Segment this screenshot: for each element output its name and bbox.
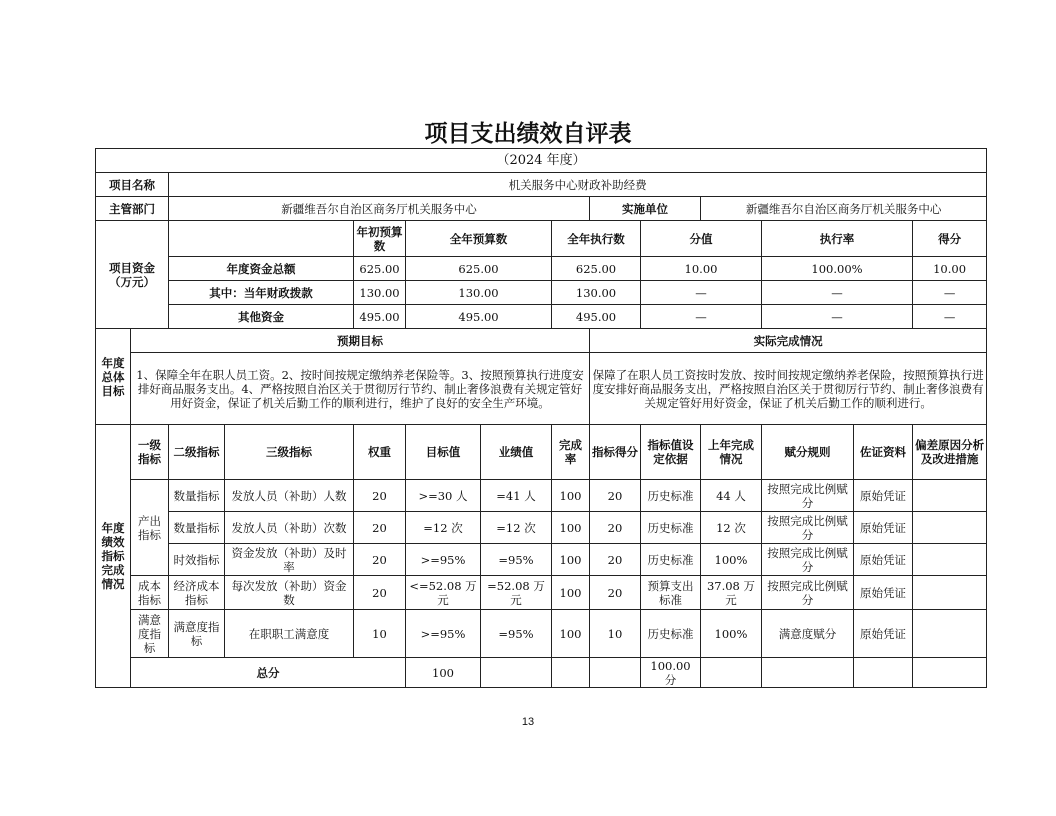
- last-year-cell: 100%: [701, 610, 762, 658]
- weight-cell: 20: [354, 544, 406, 576]
- funds-cell: 10.00: [913, 257, 987, 281]
- basis-cell: 历史标准: [641, 480, 701, 512]
- score-cell: 20: [590, 512, 641, 544]
- level2-indicator: 数量指标: [169, 480, 225, 512]
- indicator-header: 上年完成情况: [701, 425, 762, 480]
- target-cell: >=95%: [406, 544, 481, 576]
- table-row: [96, 480, 987, 512]
- level3-indicator: 在职职工满意度: [225, 610, 354, 658]
- proof-cell: 原始凭证: [854, 480, 913, 512]
- funds-row-name: 其中：当年财政拨款: [169, 281, 354, 305]
- total-label: 总分: [131, 658, 406, 688]
- proof-cell: 原始凭证: [854, 576, 913, 610]
- table-row: [96, 512, 987, 544]
- funds-cell: —: [641, 305, 762, 329]
- weight-cell: 10: [354, 610, 406, 658]
- project-name-label: 项目名称: [96, 173, 169, 197]
- indicator-section-label: 年度绩效指标完成情况: [96, 425, 131, 688]
- proof-cell: 原始凭证: [854, 544, 913, 576]
- indicator-header: 指标值设定依据: [641, 425, 701, 480]
- funds-cell: 130.00: [552, 281, 641, 305]
- dept-label: 主管部门: [96, 197, 169, 221]
- proof-cell: 原始凭证: [854, 512, 913, 544]
- funds-header-cell: 全年执行数: [552, 221, 641, 257]
- funds-row-name: 其他资金: [169, 305, 354, 329]
- deviation-cell: [913, 512, 987, 544]
- deviation-cell: [913, 610, 987, 658]
- level1-indicator: 产出指标: [131, 480, 169, 576]
- actual-status-header: 实际完成情况: [590, 329, 987, 353]
- actual-status-text: 保障了在职人员工资按时发放、按时间按规定缴纳养老保险，按照预算执行进度安排好商品服务支出，严格按照自治区关于贯彻厉行节约、制止奢侈浪费有关规定管好用好资金，保证了机关后勤工作的顺利进行。: [590, 353, 987, 425]
- actual-cell: =52.08 万元: [481, 576, 552, 610]
- table-row: [96, 610, 987, 658]
- target-cell: =12 次: [406, 512, 481, 544]
- total-row: [96, 658, 987, 688]
- funds-header-cell: 全年预算数: [406, 221, 552, 257]
- funds-header-cell: 得分: [913, 221, 987, 257]
- funds-cell: 100.00%: [762, 257, 913, 281]
- score-cell: 20: [590, 544, 641, 576]
- total-empty: [552, 658, 590, 688]
- indicator-header: 二级指标: [169, 425, 225, 480]
- rate-cell: 100: [552, 610, 590, 658]
- score-cell: 20: [590, 576, 641, 610]
- funds-cell: 625.00: [552, 257, 641, 281]
- total-empty: [854, 658, 913, 688]
- weight-cell: 20: [354, 576, 406, 610]
- indicator-header: 一级指标: [131, 425, 169, 480]
- indicator-header: 指标得分: [590, 425, 641, 480]
- rate-cell: 100: [552, 480, 590, 512]
- deviation-cell: [913, 480, 987, 512]
- funds-header-cell: 执行率: [762, 221, 913, 257]
- actual-cell: =95%: [481, 544, 552, 576]
- table-row: [96, 544, 987, 576]
- project-name-value: 机关服务中心财政补助经费: [169, 173, 987, 197]
- funds-cell: 10.00: [641, 257, 762, 281]
- score-cell: 20: [590, 480, 641, 512]
- impl-unit-label: 实施单位: [590, 197, 701, 221]
- level2-indicator: 数量指标: [169, 512, 225, 544]
- level2-indicator: 经济成本指标: [169, 576, 225, 610]
- funds-header-cell: 分值: [641, 221, 762, 257]
- funds-empty-header: [169, 221, 354, 257]
- level3-indicator: 每次发放（补助）资金数: [225, 576, 354, 610]
- actual-cell: =41 人: [481, 480, 552, 512]
- total-empty: [701, 658, 762, 688]
- indicator-header: 权重: [354, 425, 406, 480]
- last-year-cell: 37.08 万元: [701, 576, 762, 610]
- score-cell: 10: [590, 610, 641, 658]
- level2-indicator: 时效指标: [169, 544, 225, 576]
- rule-cell: 按照完成比例赋分: [762, 544, 854, 576]
- funds-cell: 130.00: [406, 281, 552, 305]
- actual-cell: =12 次: [481, 512, 552, 544]
- level1-indicator: 满意度指标: [131, 610, 169, 658]
- evaluation-table: [95, 148, 987, 688]
- funds-cell: —: [762, 281, 913, 305]
- indicator-header: 偏差原因分析及改进措施: [913, 425, 987, 480]
- funds-cell: —: [913, 305, 987, 329]
- level3-indicator: 发放人员（补助）人数: [225, 480, 354, 512]
- rule-cell: 按照完成比例赋分: [762, 512, 854, 544]
- actual-cell: =95%: [481, 610, 552, 658]
- basis-cell: 历史标准: [641, 610, 701, 658]
- page-title: 项目支出绩效自评表: [424, 121, 632, 147]
- basis-cell: 预算支出标准: [641, 576, 701, 610]
- last-year-cell: 100%: [701, 544, 762, 576]
- rule-cell: 按照完成比例赋分: [762, 576, 854, 610]
- page-number: 13: [521, 716, 535, 728]
- last-year-cell: 44 人: [701, 480, 762, 512]
- target-cell: >=30 人: [406, 480, 481, 512]
- deviation-cell: [913, 576, 987, 610]
- rule-cell: 按照完成比例赋分: [762, 480, 854, 512]
- deviation-cell: [913, 544, 987, 576]
- level2-indicator: 满意度指标: [169, 610, 225, 658]
- funds-cell: 130.00: [354, 281, 406, 305]
- expected-goal-header: 预期目标: [131, 329, 590, 353]
- basis-cell: 历史标准: [641, 512, 701, 544]
- total-score: 100.00 分: [641, 658, 701, 688]
- target-cell: >=95%: [406, 610, 481, 658]
- rate-cell: 100: [552, 544, 590, 576]
- funds-label: 项目资金（万元）: [96, 221, 169, 329]
- indicator-header: 业绩值: [481, 425, 552, 480]
- total-empty: [590, 658, 641, 688]
- proof-cell: 原始凭证: [854, 610, 913, 658]
- funds-cell: 625.00: [406, 257, 552, 281]
- indicator-header: 三级指标: [225, 425, 354, 480]
- dept-value: 新疆维吾尔自治区商务厅机关服务中心: [169, 197, 590, 221]
- indicator-header: 目标值: [406, 425, 481, 480]
- total-weight: 100: [406, 658, 481, 688]
- rate-cell: 100: [552, 512, 590, 544]
- total-empty: [762, 658, 854, 688]
- funds-cell: —: [762, 305, 913, 329]
- rate-cell: 100: [552, 576, 590, 610]
- funds-cell: —: [913, 281, 987, 305]
- indicator-header: 完成率: [552, 425, 590, 480]
- last-year-cell: 12 次: [701, 512, 762, 544]
- table-row: [96, 576, 987, 610]
- impl-unit-value: 新疆维吾尔自治区商务厅机关服务中心: [701, 197, 987, 221]
- total-empty: [481, 658, 552, 688]
- funds-cell: —: [641, 281, 762, 305]
- weight-cell: 20: [354, 480, 406, 512]
- expected-goal-text: 1、保障全年在职人员工资。2、按时间按规定缴纳养老保险等。3、按照预算执行进度安排好商品服务支出。4、严格按照自治区关于贯彻厉行节约、制止奢侈浪费有关规定管好用好资金，保证了机关后勤工作的顺利进行，维护了良好的安全生产环境。: [131, 353, 590, 425]
- indicator-header: 佐证资料: [854, 425, 913, 480]
- funds-row-name: 年度资金总额: [169, 257, 354, 281]
- year-cell: （2024 年度）: [96, 149, 987, 173]
- total-empty: [913, 658, 987, 688]
- weight-cell: 20: [354, 512, 406, 544]
- level3-indicator: 资金发放（补助）及时率: [225, 544, 354, 576]
- funds-cell: 495.00: [406, 305, 552, 329]
- annual-goal-label: 年度总体目标: [96, 329, 131, 425]
- target-cell: <=52.08 万元: [406, 576, 481, 610]
- funds-cell: 625.00: [354, 257, 406, 281]
- indicator-header: 赋分规则: [762, 425, 854, 480]
- basis-cell: 历史标准: [641, 544, 701, 576]
- level3-indicator: 发放人员（补助）次数: [225, 512, 354, 544]
- level1-indicator: 成本指标: [131, 576, 169, 610]
- funds-cell: 495.00: [552, 305, 641, 329]
- rule-cell: 满意度赋分: [762, 610, 854, 658]
- funds-cell: 495.00: [354, 305, 406, 329]
- funds-header-cell: 年初预算数: [354, 221, 406, 257]
